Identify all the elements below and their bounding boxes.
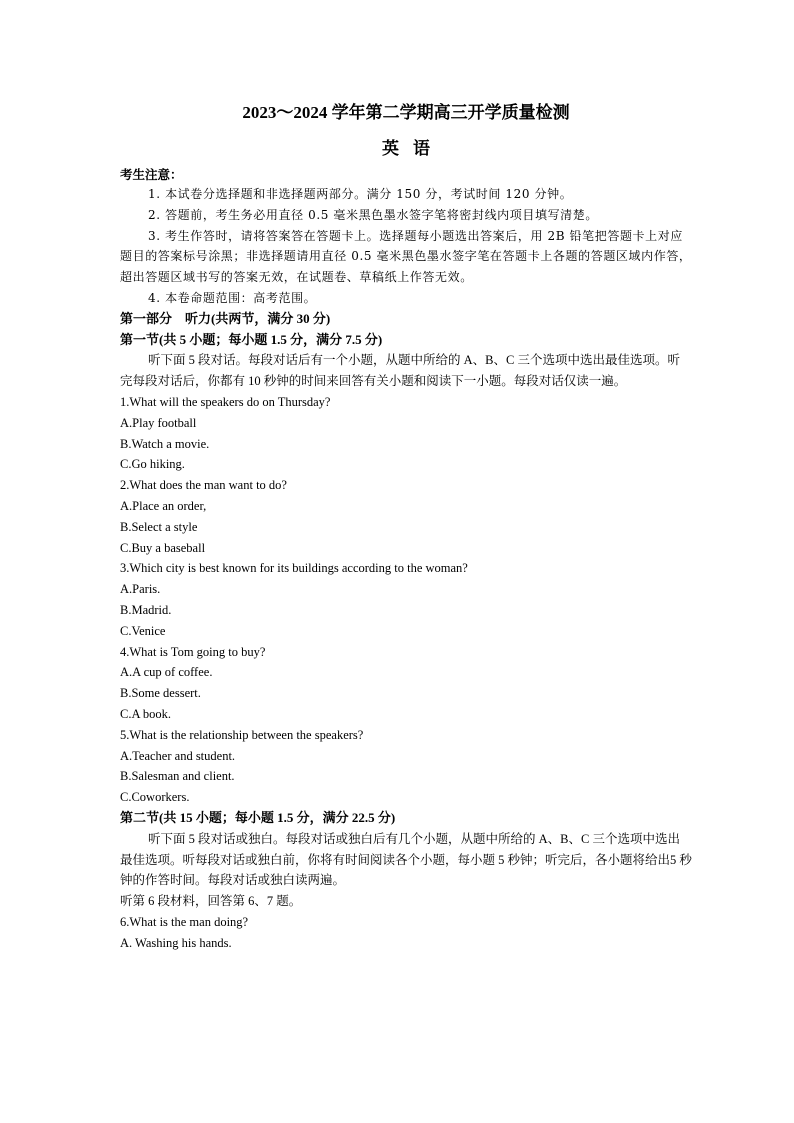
option-c: C.Go hiking. <box>120 457 185 472</box>
exam-page <box>120 102 692 953</box>
question-stem: 1.What will the speakers do on Thursday? <box>120 394 331 409</box>
notice-item-4: 4. 本卷命题范围：高考范围。 <box>148 290 317 305</box>
question-6-stem: 6.What is the man doing? <box>120 914 249 929</box>
notice-item-3: 3. 考生作答时，请将答案答在答题卡上。选择题每小题选出答案后，用 2B 铅笔把答题卡上对应题目的答案标号涂黑；非选择题请用直径 0.5 毫米黑色墨水签字笔在答题卡上各题的答题区域内作答，超出答题区域书写的答案无效，在试题卷、草稿纸上作答无效。 <box>120 228 692 285</box>
exam-subject: 英语 <box>382 139 444 158</box>
option-b: B.Some dessert. <box>120 686 201 701</box>
question-stem: 3.Which city is best known for its buildings according to the woman? <box>120 561 468 576</box>
question-4 <box>120 642 692 725</box>
question-6-option-a: A. Washing his hands. <box>120 935 232 950</box>
option-a: A.Paris. <box>120 582 161 597</box>
option-a: A.Place an order, <box>120 498 207 513</box>
question-stem: 2.What does the man want to do? <box>120 478 287 493</box>
section2-heading: 第二节(共 15 小题；每小题 1.5 分，满分 22.5 分) <box>120 809 396 825</box>
notice-block <box>120 166 692 309</box>
option-c: C.Venice <box>120 623 166 638</box>
section1-heading: 第一节(共 5 小题；每小题 1.5 分，满分 7.5 分) <box>120 331 383 347</box>
exam-title: 2023～2024 学年第二学期高三开学质量检测 <box>242 103 570 122</box>
section2-instruction: 听下面 5 段对话或独白。每段对话或独白后有几个小题，从题中所给的 A、B、C 三个选项中选出最佳选项。听每段对话或独白前，你将有时间阅读各个小题，每小题 5 秒钟；听完后，各小题将给出5 秒钟的作答时间。每段对话或独白读两遍。 <box>120 831 692 888</box>
notice-item-1: 1. 本试卷分选择题和非选择题两部分。满分 150 分，考试时间 120 分钟。 <box>148 187 573 201</box>
question-5 <box>120 725 692 808</box>
question-3 <box>120 558 692 641</box>
option-a: A.A cup of coffee. <box>120 665 213 680</box>
question-2 <box>120 475 692 558</box>
question-stem: 5.What is the relationship between the speakers? <box>120 727 364 742</box>
notice-label: 考生注意： <box>120 168 183 182</box>
question-stem: 4.What is Tom going to buy? <box>120 644 266 659</box>
option-c: C.Coworkers. <box>120 790 190 805</box>
notice-item-2: 2. 答题前，考生务必用直径 0.5 毫米黑色墨水签字笔将密封线内项目填写清楚。 <box>148 207 598 222</box>
option-b: B.Madrid. <box>120 602 172 617</box>
option-a: A.Teacher and student. <box>120 748 236 763</box>
option-a: A.Play football <box>120 415 197 430</box>
part1-heading: 第一部分 听力(共两节，满分 30 分) <box>120 310 331 326</box>
section1-instruction: 听下面 5 段对话。每段对话后有一个小题，从题中所给的 A、B、C 三个选项中选出最佳选项。听完每段对话后，你都有 10 秒钟的时间来回答有关小题和阅读下一小题。每段对话仅读一遍。 <box>120 353 680 389</box>
option-b: B.Watch a movie. <box>120 436 210 451</box>
option-b: B.Select a style <box>120 519 198 534</box>
option-c: C.A book. <box>120 706 172 721</box>
material-6-note: 听第 6 段材料，回答第 6、7 题。 <box>120 894 302 909</box>
option-c: C.Buy a baseball <box>120 540 206 555</box>
option-b: B.Salesman and client. <box>120 769 235 784</box>
question-1 <box>120 392 692 475</box>
